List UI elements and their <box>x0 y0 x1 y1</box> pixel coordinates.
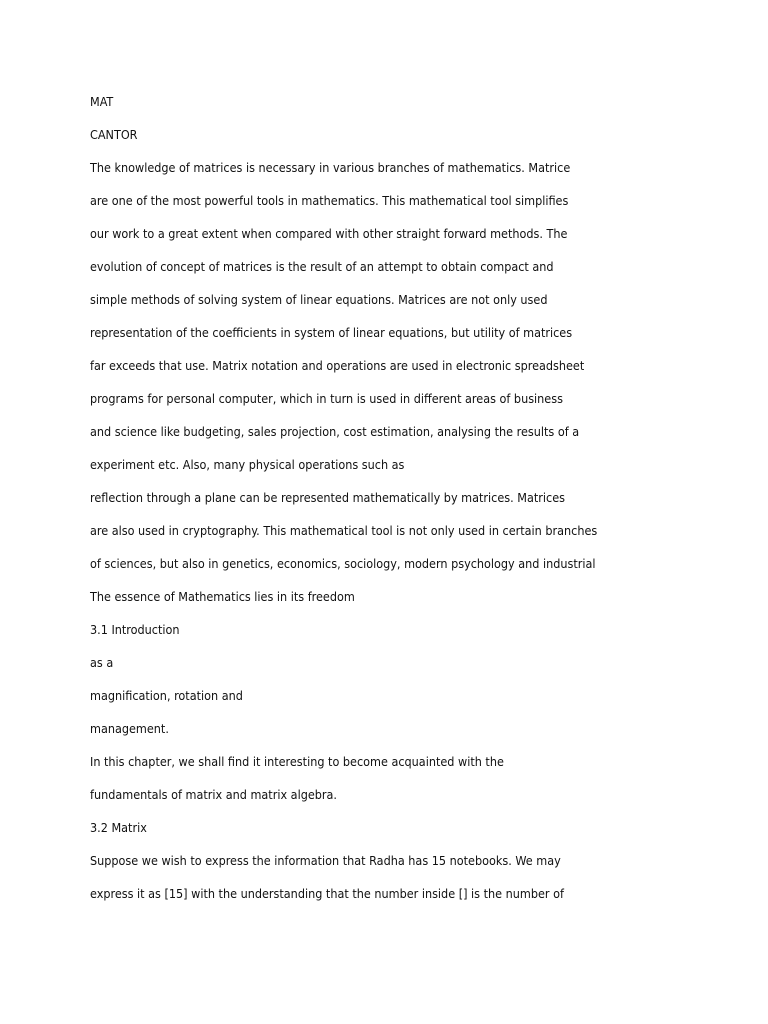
text-line: Suppose we wish to express the information that Radha has 15 notebooks. We may <box>90 853 561 868</box>
text-line: management. <box>90 721 169 736</box>
text-line: express it as [15] with the understanding that the number inside [] is the number of <box>90 886 564 901</box>
text-line: experiment etc. Also, many physical operations such as <box>90 457 405 472</box>
text-line: reflection through a plane can be represented mathematically by matrices. Matrices <box>90 490 565 505</box>
text-line: are also used in cryptography. This mathematical tool is not only used in certain branches <box>90 523 598 538</box>
text-line: far exceeds that use. Matrix notation and operations are used in electronic spreadsheet <box>90 358 585 373</box>
text-line: our work to a great extent when compared with other straight forward methods. The <box>90 226 568 241</box>
text-line: are one of the most powerful tools in mathematics. This mathematical tool simplifies <box>90 193 569 208</box>
text-line: In this chapter, we shall find it interesting to become acquainted with the <box>90 754 504 769</box>
text-line: magnification, rotation and <box>90 688 243 703</box>
section-heading: 3.1 Introduction <box>90 622 180 637</box>
text-line: of sciences, but also in genetics, economics, sociology, modern psychology and industrial <box>90 556 596 571</box>
text-line: and science like budgeting, sales projection, cost estimation, analysing the results of a <box>90 424 580 439</box>
header-line: MAT <box>90 94 114 109</box>
text-line: evolution of concept of matrices is the result of an attempt to obtain compact and <box>90 259 554 274</box>
text-line: fundamentals of matrix and matrix algebra. <box>90 787 337 802</box>
text-line: programs for personal computer, which in turn is used in different areas of business <box>90 391 563 406</box>
author-line: CANTOR <box>90 127 138 142</box>
quote-line: The essence of Mathematics lies in its freedom <box>90 589 355 604</box>
text-line: simple methods of solving system of linear equations. Matrices are not only used <box>90 292 548 307</box>
text-line: The knowledge of matrices is necessary in various branches of mathematics. Matrice <box>90 160 571 175</box>
text-line: representation of the coefficients in system of linear equations, but utility of matrices <box>90 325 573 340</box>
section-heading: 3.2 Matrix <box>90 820 147 835</box>
text-line: as a <box>90 655 114 670</box>
